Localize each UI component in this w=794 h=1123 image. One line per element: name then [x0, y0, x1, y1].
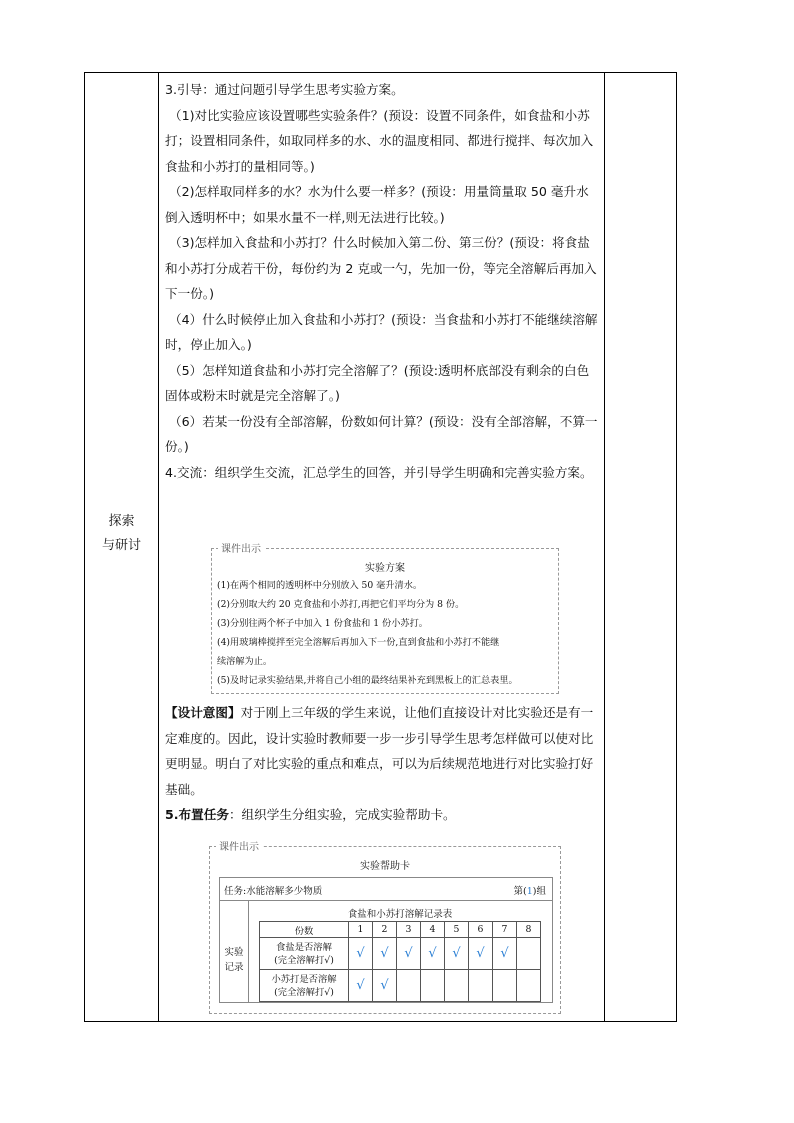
- table-header-label: 份数: [260, 922, 349, 938]
- column-header: 7: [493, 922, 517, 938]
- courseware-box-plan: [211, 544, 559, 694]
- record-label-cell: [220, 900, 249, 1002]
- plan-steps: [217, 576, 552, 690]
- paragraph-guide: 3.引导：通过问题引导学生思考实验方案。: [165, 82, 404, 97]
- empty-cell: [469, 970, 493, 1002]
- empty-cell: [517, 970, 541, 1002]
- column-header: 3: [397, 922, 421, 938]
- table-row: [260, 938, 541, 970]
- help-card-title: 实验帮助卡: [360, 861, 410, 872]
- lesson-table: [84, 72, 677, 1022]
- paragraph-assign-task: [165, 802, 601, 828]
- column-header: 2: [373, 922, 397, 938]
- empty-cell: [421, 970, 445, 1002]
- design-intent-label: 【设计意图】: [165, 705, 241, 720]
- table-row: [260, 970, 541, 1002]
- record-table: [259, 921, 541, 1002]
- design-intent-text: 对于刚上三年级的学生来说，让他们直接设计对比实验还是有一定难度的。因此，设计实验时教师要一步一步引导学生思考怎样做可以使对比更明显。明白了对比实验的重点和难点，可以为后续规范地进行对比实验打好基础。: [165, 705, 594, 797]
- row-label-salt: 食盐是否溶解 (完全溶解打√): [260, 938, 349, 970]
- column-header: 4: [421, 922, 445, 938]
- courseware-box-help-card: [209, 842, 561, 1014]
- courseware-tag: 课件出示: [218, 540, 264, 555]
- assign-task-label: 5.布置任务: [165, 807, 229, 822]
- paragraph-exchange: 4.交流：组织学生交流，汇总学生的回答，并引导学生明确和完善实验方案。: [165, 464, 593, 480]
- courseware-tag: 课件出示: [216, 838, 262, 853]
- content-cell-lower: [165, 700, 601, 828]
- assign-task-text: ：组织学生分组实验，完成实验帮助卡。: [228, 807, 456, 822]
- check-mark: √: [493, 938, 517, 970]
- check-mark: √: [421, 938, 445, 970]
- empty-cell: [493, 970, 517, 1002]
- plan-step: (4)用玻璃棒搅拌至完全溶解后再加入下一份,直到食盐和小苏打不能继: [217, 637, 500, 648]
- empty-cell: [517, 938, 541, 970]
- paragraph-q4: （4）什么时候停止加入食盐和小苏打？(预设：当食盐和小苏打不能继续溶解时，停止加入。): [165, 311, 598, 352]
- table-row: [260, 922, 541, 938]
- group-number: 第(1)组: [513, 886, 546, 897]
- task-row: [220, 878, 552, 901]
- plan-step: (2)分别取大约 20 克食盐和小苏打,再把它们平均分为 8 份。: [217, 599, 465, 610]
- check-mark: √: [373, 970, 397, 1002]
- paragraph-q1: （1)对比实验应该设置哪些实验条件？(预设：设置不同条件，如食盐和小苏打；设置相同条件，如取同样多的水、水的温度相同、都进行搅拌、每次加入食盐和小苏打的量相同等。): [165, 107, 594, 174]
- plan-step: 续溶解为止。: [217, 656, 273, 667]
- check-mark: √: [349, 938, 373, 970]
- check-mark: √: [349, 970, 373, 1002]
- help-card: [219, 877, 553, 1003]
- paragraph-design-intent: [165, 700, 601, 802]
- content-cell: [165, 77, 601, 485]
- check-mark: √: [373, 938, 397, 970]
- plan-step: (5)及时记录实验结果,并将自己小组的最终结果补充到黑板上的汇总表里。: [217, 675, 518, 686]
- plan-title: 实验方案: [365, 563, 405, 574]
- plan-step: (3)分别往两个杯子中加入 1 份食盐和 1 份小苏打。: [217, 618, 428, 629]
- section-label-cell: [85, 73, 158, 1021]
- plan-step: (1)在两个相同的透明杯中分别放入 50 毫升清水。: [217, 580, 423, 591]
- task-text: 任务:水能溶解多少物质: [224, 886, 323, 897]
- column-header: 6: [469, 922, 493, 938]
- paragraph-q6: （6）若某一份没有全部溶解，份数如何计算？(预设：没有全部溶解，不算一份。): [165, 413, 598, 454]
- record-label: 实验记录: [224, 947, 244, 973]
- column-header: 5: [445, 922, 469, 938]
- column-divider-right: [604, 73, 605, 1021]
- paragraph-q3: （3)怎样加入食盐和小苏打？什么时候加入第二份、第三份？(预设：将食盐和小苏打分成若干份，每份约为 2 克或一勺，先加一份，等完全溶解后再加入下一份。): [165, 235, 597, 301]
- column-divider-left: [158, 73, 159, 1021]
- empty-cell: [397, 970, 421, 1002]
- check-mark: √: [469, 938, 493, 970]
- check-mark: √: [445, 938, 469, 970]
- column-header: 8: [517, 922, 541, 938]
- check-mark: √: [397, 938, 421, 970]
- section-label: 探索 与研讨: [101, 514, 141, 553]
- record-table-title: 食盐和小苏打溶解记录表: [347, 909, 453, 920]
- row-label-soda: 小苏打是否溶解 (完全溶解打√): [260, 970, 349, 1002]
- paragraph-q2: （2)怎样取同样多的水？水为什么要一样多？(预设：用量筒量取 50 毫升水倒入透明杯中；如果水量不一样,则无法进行比较。): [165, 184, 589, 225]
- paragraph-q5: （5）怎样知道食盐和小苏打完全溶解了？(预设:透明杯底部没有剩余的白色固体或粉末时就是完全溶解了。): [165, 362, 590, 403]
- column-header: 1: [349, 922, 373, 938]
- empty-cell: [445, 970, 469, 1002]
